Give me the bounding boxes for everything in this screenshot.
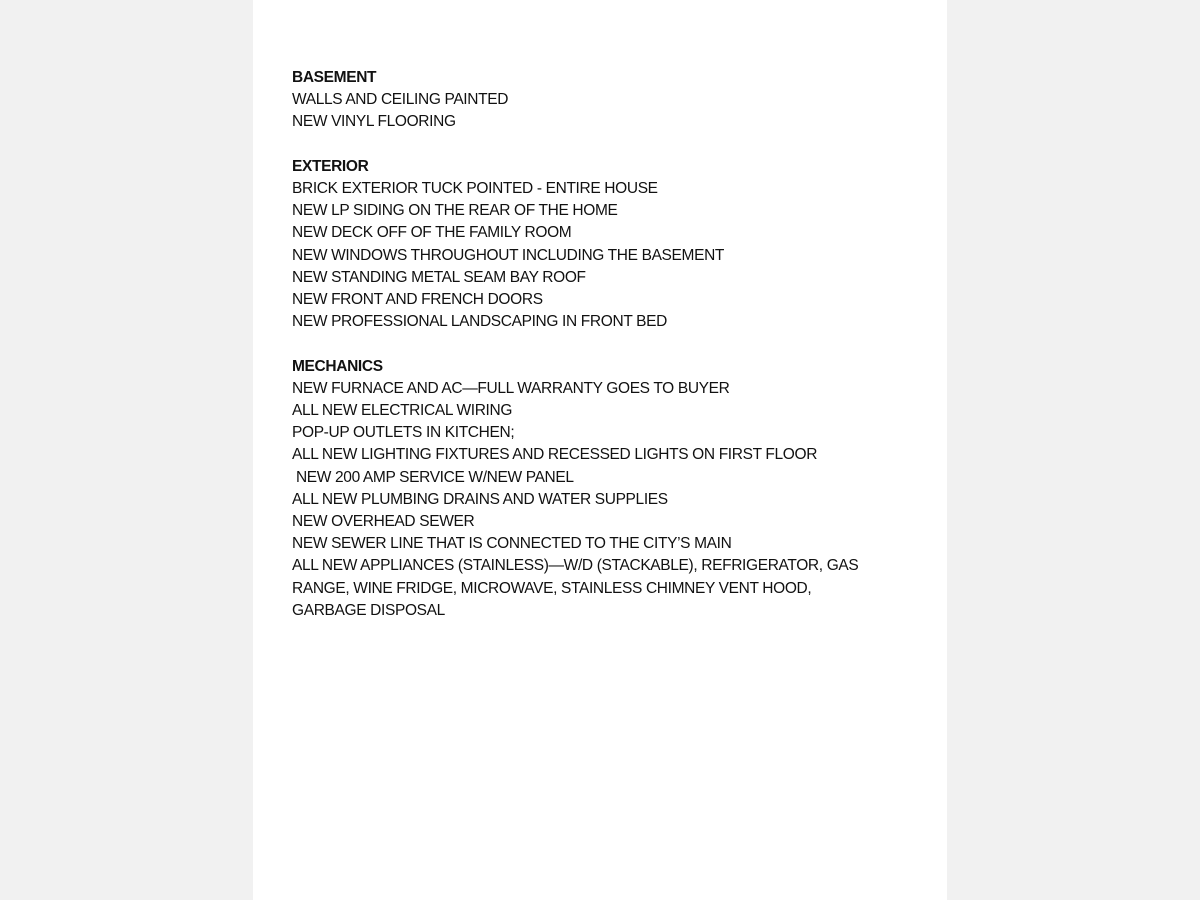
- list-item: POP-UP OUTLETS IN KITCHEN;: [292, 424, 515, 442]
- list-item: NEW PROFESSIONAL LANDSCAPING IN FRONT BED: [292, 313, 667, 331]
- list-item: WALLS AND CEILING PAINTED: [292, 91, 509, 109]
- list-item: GARBAGE DISPOSAL: [292, 601, 445, 619]
- list-item: ALL NEW ELECTRICAL WIRING: [292, 402, 513, 420]
- list-item: BRICK EXTERIOR TUCK POINTED - ENTIRE HOUSE: [292, 180, 658, 197]
- list-item: ALL NEW PLUMBING DRAINS AND WATER SUPPLIES: [292, 490, 668, 508]
- document-content: [292, 67, 932, 644]
- list-item: NEW 200 AMP SERVICE W/NEW PANEL: [292, 468, 574, 486]
- list-item: NEW SEWER LINE THAT IS CONNECTED TO THE CITY’S MAIN: [292, 535, 732, 553]
- section-heading-basement: BASEMENT: [292, 69, 377, 86]
- list-item: NEW STANDING METAL SEAM BAY ROOF: [292, 268, 586, 286]
- list-item: NEW OVERHEAD SEWER: [292, 513, 475, 531]
- list-item: NEW FURNACE AND AC—FULL WARRANTY GOES TO BUYER: [292, 379, 730, 397]
- list-item: NEW DECK OFF OF THE FAMILY ROOM: [292, 224, 572, 242]
- section-basement: [292, 67, 932, 134]
- document-page: [253, 0, 947, 900]
- list-item: NEW VINYL FLOORING: [292, 113, 456, 131]
- section-mechanics: [292, 356, 932, 622]
- section-heading-exterior: EXTERIOR: [292, 157, 369, 175]
- list-item: RANGE, WINE FRIDGE, MICROWAVE, STAINLESS CHIMNEY VENT HOOD,: [292, 579, 812, 597]
- list-item: ALL NEW LIGHTING FIXTURES AND RECESSED LIGHTS ON FIRST FLOOR: [292, 446, 818, 464]
- list-item: NEW WINDOWS THROUGHOUT INCLUDING THE BASEMENT: [292, 246, 725, 264]
- list-item: NEW FRONT AND FRENCH DOORS: [292, 291, 543, 309]
- section-exterior: [292, 156, 932, 334]
- section-heading-mechanics: MECHANICS: [292, 357, 383, 375]
- list-item: ALL NEW APPLIANCES (STAINLESS)—W/D (STACKABLE), REFRIGERATOR, GAS: [292, 557, 859, 575]
- list-item: NEW LP SIDING ON THE REAR OF THE HOME: [292, 202, 618, 220]
